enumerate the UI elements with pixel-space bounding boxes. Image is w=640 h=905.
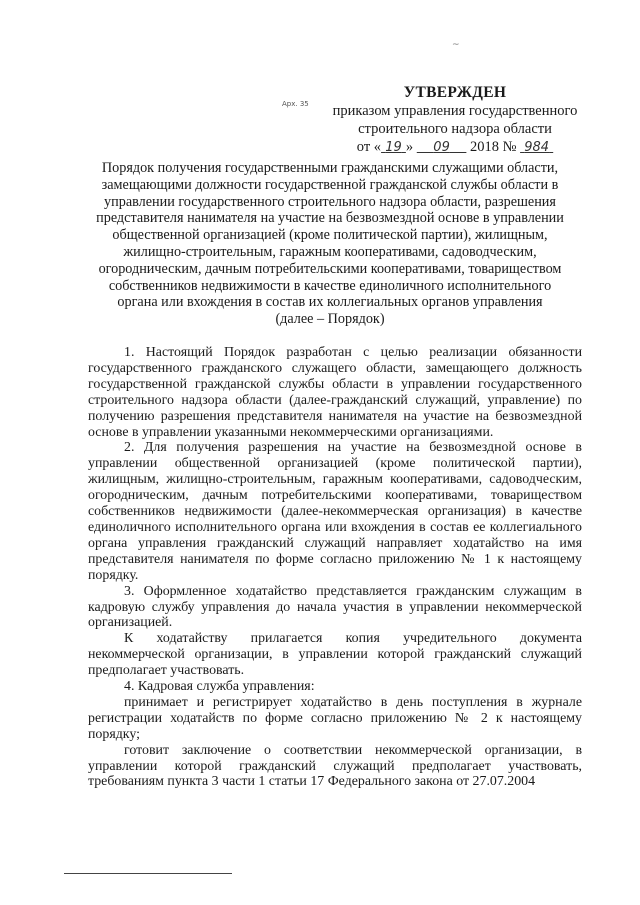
heading-line: управлении государственного строительного надзора области, разрешения — [104, 193, 556, 210]
scan-speck: ~ — [452, 40, 460, 50]
date-day: 19 — [385, 140, 402, 155]
date-year-number: 2018 № — [470, 139, 517, 155]
paragraph-attachment: К ходатайству прилагается копия учредительного документа некоммерческой организации, в управлении которой гражданский служащий предполагает участвовать. — [88, 631, 582, 679]
approval-agency-line: строительного надзора области — [358, 121, 552, 137]
heading-line: собственников недвижимости в качестве единоличного исполнительного — [108, 277, 552, 294]
date-mid: » — [405, 139, 414, 155]
document-heading — [80, 160, 580, 328]
paragraph-4-item-conclusion: готовит заключение о соответствии некоммерческой организации, в управлении которой гражданский служащий предполагает участвовать, требованиям пункта 3 части 1 статьи 17 Федерального закона от 27.07.2004 — [88, 742, 582, 790]
date-month: 09 — [433, 140, 450, 155]
heading-line: замещающими должности государственной гражданской службы области в — [101, 176, 559, 193]
heading-line: представителя нанимателя на участие на безвозмездной основе в управлении — [96, 210, 564, 227]
paragraph-4: 4. Кадровая служба управления: — [124, 679, 315, 695]
approval-block — [310, 84, 600, 157]
heading-line: Порядок получения государственными гражданскими служащими области, — [101, 160, 559, 176]
heading-line: органа или вхождения в состав их коллегиальных органов управления — [117, 294, 543, 311]
approval-date-line — [310, 138, 600, 157]
paragraph-4-item-register: принимает и регистрирует ходатайство в день поступления в журнале регистрации ходатайств по форме согласно приложению № 2 к настоящему порядку; — [88, 694, 582, 742]
footer-rule — [64, 873, 232, 874]
heading-line: жилищно-строительным, гаражным кооперативами, садоводческим, — [123, 243, 537, 260]
document-body — [88, 345, 582, 790]
date-prefix: от « — [356, 139, 382, 155]
approval-order-line: приказом управления государственного — [332, 103, 578, 119]
approval-title: УТВЕРЖДЕН — [403, 84, 507, 101]
paragraph-2: 2. Для получения разрешения на участие на безвозмездной основе в управлении общественной организацией (кроме политической партии), жилищным, жилищно-строительным, гаражным кооперативами, садоводческим, огородническим, дачным потребительскими кооперативами, товариществом собственников недвижимости (далее-некоммерческая организация) в качестве единоличного исполнительного органа или вхождения в состав ее коллегиального органа управления гражданский служащий направляет ходатайство на имя представителя нанимателя по форме согласно приложению № 1 к настоящему порядку. — [88, 440, 582, 583]
paragraph-3: 3. Оформленное ходатайство представляется гражданским служащим в кадровую службу управления до начала участия в управлении некоммерческой организацией. — [88, 583, 582, 631]
order-number: 984 — [524, 140, 550, 155]
heading-line: общественной организацией (кроме политической партии), жилищным, — [112, 227, 548, 244]
paragraph-1: 1. Настоящий Порядок разработан с целью реализации обязанности государственного гражданского служащего области, замещающего должность государственной гражданской службы области в управлении государственного строительного надзора области (далее-гражданский служащий, управление) по получению разрешения представителя нанимателя на участие на безвозмездной основе в управлении указанными некоммерческими организациями. — [88, 345, 582, 440]
heading-line: (далее – Порядок) — [275, 311, 385, 328]
heading-line: огородническим, дачным потребительскими кооперативами, товариществом — [98, 260, 562, 277]
registration-stamp: Арх. 35 — [282, 100, 309, 108]
